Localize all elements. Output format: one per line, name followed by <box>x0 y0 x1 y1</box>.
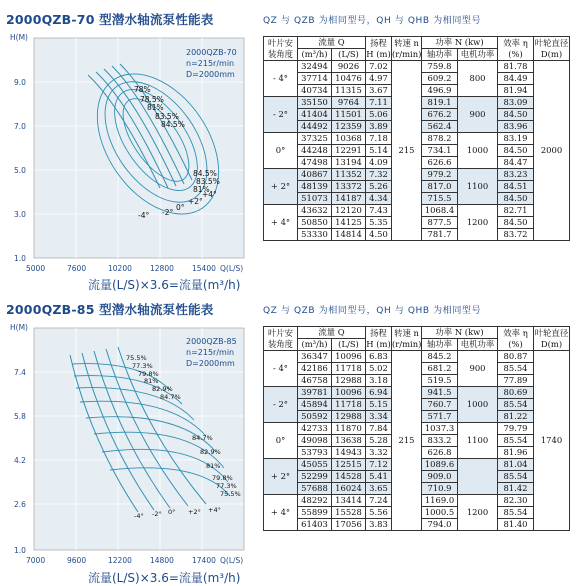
flow-m3h-cell: 35150 <box>298 97 332 109</box>
header-eff: 效率 η (%) <box>498 37 534 61</box>
pump2-title: 2000QZB-85 型潜水轴流泵性能表 <box>6 302 214 317</box>
x-tick: 7600 <box>67 264 87 273</box>
efficiency-cell: 84.50 <box>498 145 534 157</box>
angle-label: +4° <box>208 506 221 514</box>
x-tick: 7000 <box>26 556 46 565</box>
flow-m3h-cell: 32494 <box>298 61 332 73</box>
angle-label: -2° <box>152 510 162 518</box>
header-shaft-power: 轴功率 <box>422 49 458 61</box>
table-row <box>264 351 570 363</box>
shaft-power-cell: 794.0 <box>422 519 458 531</box>
head-cell: 5.06 <box>366 109 392 121</box>
flow-ls-cell: 14125 <box>332 217 366 229</box>
header-speed: 转速 n (r/min) <box>392 327 422 349</box>
eff-label-top: 84.7% <box>160 393 181 401</box>
eff-label-top: 78.5% <box>140 95 164 104</box>
eff-label-top: 77.3% <box>132 362 153 370</box>
angle-cell: + 2° <box>264 459 298 495</box>
table-row <box>264 61 570 73</box>
flow-m3h-cell: 36347 <box>298 351 332 363</box>
header-head: 扬程 H (m) <box>366 327 391 349</box>
efficiency-cell: 81.22 <box>498 411 534 423</box>
motor-power-cell: 1200 <box>458 205 498 241</box>
shaft-power-cell: 681.2 <box>422 363 458 375</box>
flow-ls-cell: 14814 <box>332 229 366 241</box>
efficiency-cell: 85.54 <box>498 471 534 483</box>
header-eff: 效率 η (%) <box>498 327 534 351</box>
efficiency-cell: 81.04 <box>498 459 534 471</box>
shaft-power-cell: 909.0 <box>422 471 458 483</box>
motor-power-cell <box>458 459 498 495</box>
head-cell: 7.43 <box>366 205 392 217</box>
head-cell: 5.14 <box>366 145 392 157</box>
x-axis-label: Q(L/S) <box>220 556 244 565</box>
flow-m3h-cell: 42186 <box>298 363 332 375</box>
flow-ls-cell: 12515 <box>332 459 366 471</box>
shaft-power-cell: 571.7 <box>422 411 458 423</box>
efficiency-cell: 79.79 <box>498 423 534 435</box>
flow-m3h-cell: 50850 <box>298 217 332 229</box>
head-cell: 5.26 <box>366 181 392 193</box>
shaft-power-cell: 519.5 <box>422 375 458 387</box>
efficiency-cell: 83.09 <box>498 97 534 109</box>
angle-label: -4° <box>138 211 150 220</box>
x-tick: 12800 <box>150 264 174 273</box>
flow-m3h-cell: 51073 <box>298 193 332 205</box>
legend-speed: n=215r/min <box>186 348 235 357</box>
pump2-table <box>263 326 570 531</box>
angle-cell: - 4° <box>264 351 298 387</box>
header-ls: (L/S) <box>332 339 366 351</box>
legend-speed: n=215r/min <box>186 59 235 68</box>
pump2-note: QZ 与 QZB 为相同型号，QH 与 QHB 为相同型号 <box>263 306 482 316</box>
head-cell: 4.50 <box>366 229 392 241</box>
flow-ls-cell: 17056 <box>332 519 366 531</box>
x-tick: 9600 <box>67 556 87 565</box>
shaft-power-cell: 609.2 <box>422 73 458 85</box>
efficiency-cell: 83.72 <box>498 229 534 241</box>
flow-m3h-cell: 46758 <box>298 375 332 387</box>
head-cell: 3.83 <box>366 519 392 531</box>
flow-ls-cell: 10096 <box>332 351 366 363</box>
flow-m3h-cell: 43632 <box>298 205 332 217</box>
shaft-power-cell: 845.2 <box>422 351 458 363</box>
efficiency-cell: 84.50 <box>498 109 534 121</box>
x-tick: 12200 <box>108 556 132 565</box>
motor-power-cell: 900 <box>458 351 498 387</box>
head-cell: 5.28 <box>366 435 392 447</box>
header-motor-power: 电机功率 <box>458 339 498 351</box>
flow-m3h-cell: 50592 <box>298 411 332 423</box>
efficiency-cell: 84.50 <box>498 217 534 229</box>
flow-ls-cell: 9026 <box>332 61 366 73</box>
eff-label-right: 84.5% <box>193 169 217 178</box>
eff-label-top: 83.5% <box>155 112 179 121</box>
eff-label-top: 81% <box>147 103 164 112</box>
efficiency-cell: 81.96 <box>498 447 534 459</box>
flow-m3h-cell: 41404 <box>298 109 332 121</box>
speed-cell: 215 <box>392 351 422 531</box>
pump1-chart-svg <box>10 30 254 275</box>
flow-m3h-cell: 40867 <box>298 169 332 181</box>
angle-cell: 0° <box>264 423 298 459</box>
shaft-power-cell: 760.7 <box>422 399 458 411</box>
pump2-flow-formula: 流量(L/S)×3.6=流量(m³/h) <box>88 571 241 585</box>
y-tick: 9.0 <box>14 78 26 87</box>
head-cell: 7.11 <box>366 97 392 109</box>
shaft-power-cell: 1037.3 <box>422 423 458 435</box>
y-tick: 5.8 <box>14 412 26 421</box>
header-head: 扬程 H (m) <box>366 37 391 59</box>
y-axis-label: H(M) <box>10 323 28 332</box>
flow-m3h-cell: 49098 <box>298 435 332 447</box>
shaft-power-cell: 817.0 <box>422 181 458 193</box>
flow-m3h-cell: 53793 <box>298 447 332 459</box>
shaft-power-cell: 1169.0 <box>422 495 458 507</box>
header-m3h: (m³/h) <box>298 339 332 351</box>
flow-ls-cell: 15528 <box>332 507 366 519</box>
angle-label: +2° <box>188 508 201 516</box>
head-cell: 7.84 <box>366 423 392 435</box>
flow-m3h-cell: 37714 <box>298 73 332 85</box>
flow-ls-cell: 12359 <box>332 121 366 133</box>
head-cell: 7.24 <box>366 495 392 507</box>
header-speed: 转速 n (r/min) <box>392 37 422 59</box>
shaft-power-cell: 1089.6 <box>422 459 458 471</box>
pump1-flow-formula: 流量(L/S)×3.6=流量(m³/h) <box>88 278 241 292</box>
shaft-power-cell: 626.6 <box>422 157 458 169</box>
motor-power-cell: 1100 <box>458 169 498 205</box>
eff-label-top: 84.5% <box>161 120 185 129</box>
head-cell: 7.02 <box>366 61 392 73</box>
head-cell: 3.34 <box>366 411 392 423</box>
y-tick: 4.2 <box>14 456 26 465</box>
head-cell: 6.83 <box>366 351 392 363</box>
y-tick: 2.6 <box>14 500 26 509</box>
angle-label: -2° <box>162 208 174 217</box>
efficiency-cell: 81.40 <box>498 519 534 531</box>
efficiency-cell: 85.54 <box>498 435 534 447</box>
angle-label: 0° <box>176 203 185 212</box>
eff-label-right: 84.7% <box>192 434 213 442</box>
shaft-power-cell: 941.5 <box>422 387 458 399</box>
x-tick: 5000 <box>26 264 46 273</box>
diameter-cell: 1740 <box>534 351 570 531</box>
y-tick: 7.4 <box>14 368 26 377</box>
flow-ls-cell: 12988 <box>332 375 366 387</box>
flow-ls-cell: 14943 <box>332 447 366 459</box>
header-ls: (L/S) <box>332 49 366 61</box>
flow-ls-cell: 9764 <box>332 97 366 109</box>
shaft-power-cell: 979.2 <box>422 169 458 181</box>
shaft-power-cell: 781.7 <box>422 229 458 241</box>
head-cell: 4.97 <box>366 73 392 85</box>
shaft-power-cell: 1000.5 <box>422 507 458 519</box>
angle-label: +2° <box>188 197 203 206</box>
shaft-power-cell: 878.2 <box>422 133 458 145</box>
flow-ls-cell: 11315 <box>332 85 366 97</box>
eff-label-right: 81% <box>206 462 221 470</box>
pump2-chart-svg <box>10 320 254 568</box>
x-tick: 17400 <box>192 556 216 565</box>
pump1-title: 2000QZB-70 型潜水轴流泵性能表 <box>6 12 214 27</box>
head-cell: 7.32 <box>366 169 392 181</box>
angle-label: +4° <box>202 190 217 199</box>
header-m3h: (m³/h) <box>298 49 332 61</box>
head-cell: 4.09 <box>366 157 392 169</box>
shaft-power-cell: 833.2 <box>422 435 458 447</box>
head-cell: 4.34 <box>366 193 392 205</box>
x-tick: 14800 <box>150 556 174 565</box>
efficiency-cell: 83.19 <box>498 133 534 145</box>
flow-m3h-cell: 57688 <box>298 483 332 495</box>
efficiency-cell: 82.30 <box>498 495 534 507</box>
flow-m3h-cell: 44492 <box>298 121 332 133</box>
efficiency-cell: 81.78 <box>498 61 534 73</box>
y-tick: 1.0 <box>14 546 26 555</box>
flow-ls-cell: 14528 <box>332 471 366 483</box>
flow-ls-cell: 13414 <box>332 495 366 507</box>
angle-cell: + 2° <box>264 169 298 205</box>
angle-cell: - 2° <box>264 97 298 133</box>
flow-ls-cell: 12291 <box>332 145 366 157</box>
eff-label-right: 79.8% <box>212 474 233 482</box>
speed-cell: 215 <box>392 61 422 241</box>
flow-m3h-cell: 45055 <box>298 459 332 471</box>
efficiency-cell: 81.94 <box>498 85 534 97</box>
efficiency-cell: 85.54 <box>498 363 534 375</box>
eff-label-right: 83.5% <box>196 177 220 186</box>
legend-diameter: D=2000mm <box>186 359 235 368</box>
shaft-power-cell: 759.8 <box>422 61 458 73</box>
flow-m3h-cell: 42733 <box>298 423 332 435</box>
flow-ls-cell: 13372 <box>332 181 366 193</box>
head-cell: 5.35 <box>366 217 392 229</box>
flow-ls-cell: 12120 <box>332 205 366 217</box>
flow-ls-cell: 13194 <box>332 157 366 169</box>
head-cell: 6.94 <box>366 387 392 399</box>
shaft-power-cell: 710.9 <box>422 483 458 495</box>
flow-m3h-cell: 61403 <box>298 519 332 531</box>
motor-power-cell: 1100 <box>458 423 498 459</box>
flow-m3h-cell: 37325 <box>298 133 332 145</box>
shaft-power-cell: 1068.4 <box>422 205 458 217</box>
eff-label-top: 78% <box>134 85 151 94</box>
angle-cell: - 2° <box>264 387 298 423</box>
efficiency-cell: 84.47 <box>498 157 534 169</box>
flow-m3h-cell: 48139 <box>298 181 332 193</box>
flow-ls-cell: 10368 <box>332 133 366 145</box>
shaft-power-cell: 819.1 <box>422 97 458 109</box>
head-cell: 3.18 <box>366 375 392 387</box>
head-cell: 3.32 <box>366 447 392 459</box>
header-power: 功率 N (kw) <box>422 327 498 339</box>
flow-m3h-cell: 39781 <box>298 387 332 399</box>
header-angle: 叶片安装角度 <box>264 327 298 351</box>
flow-ls-cell: 13638 <box>332 435 366 447</box>
flow-m3h-cell: 45894 <box>298 399 332 411</box>
flow-ls-cell: 11718 <box>332 399 366 411</box>
motor-power-cell: 1000 <box>458 387 498 423</box>
diameter-cell: 2000 <box>534 61 570 241</box>
eff-label-top: 79.8% <box>138 370 159 378</box>
shaft-power-cell: 676.2 <box>422 109 458 121</box>
head-cell: 3.89 <box>366 121 392 133</box>
angle-cell: 0° <box>264 133 298 169</box>
eff-label-right: 77.3% <box>216 482 237 490</box>
motor-power-cell: 800 <box>458 61 498 97</box>
y-tick: 5.0 <box>14 166 26 175</box>
eff-label-right: 81% <box>193 185 210 194</box>
efficiency-cell: 85.54 <box>498 507 534 519</box>
shaft-power-cell: 734.1 <box>422 145 458 157</box>
pump2-chart <box>10 320 254 568</box>
efficiency-cell: 80.87 <box>498 351 534 363</box>
header-dia: 叶轮直径 D(m) <box>534 37 569 59</box>
angle-cell: + 4° <box>264 205 298 241</box>
angle-label: -4° <box>134 512 144 520</box>
flow-m3h-cell: 47498 <box>298 157 332 169</box>
flow-ls-cell: 12988 <box>332 411 366 423</box>
head-cell: 5.02 <box>366 363 392 375</box>
motor-power-cell: 900 <box>458 97 498 133</box>
efficiency-cell: 82.71 <box>498 205 534 217</box>
flow-m3h-cell: 53330 <box>298 229 332 241</box>
legend-diameter: D=2000mm <box>186 70 235 79</box>
head-cell: 5.41 <box>366 471 392 483</box>
efficiency-cell: 81.42 <box>498 483 534 495</box>
head-cell: 5.15 <box>366 399 392 411</box>
x-tick: 15400 <box>192 264 216 273</box>
x-axis-label: Q(L/S) <box>220 264 244 273</box>
head-cell: 7.18 <box>366 133 392 145</box>
header-flow: 流量 Q <box>298 327 366 339</box>
flow-ls-cell: 14187 <box>332 193 366 205</box>
eff-label-right: 75.5% <box>220 490 241 498</box>
angle-cell: - 4° <box>264 61 298 97</box>
shaft-power-cell: 626.8 <box>422 447 458 459</box>
y-tick: 1.0 <box>14 254 26 263</box>
shaft-power-cell: 496.9 <box>422 85 458 97</box>
eff-label-top: 75.5% <box>126 354 147 362</box>
angle-label: 0° <box>168 508 176 516</box>
eff-label-top: 81% <box>144 377 159 385</box>
header-shaft-power: 轴功率 <box>422 339 458 351</box>
x-tick: 10200 <box>108 264 132 273</box>
flow-ls-cell: 11352 <box>332 169 366 181</box>
y-tick: 7.0 <box>14 122 26 131</box>
pump1-table <box>263 36 570 241</box>
flow-ls-cell: 10476 <box>332 73 366 85</box>
header-angle: 叶片安装角度 <box>264 37 298 61</box>
flow-ls-cell: 11718 <box>332 363 366 375</box>
header-dia: 叶轮直径 D(m) <box>534 327 569 349</box>
shaft-power-cell: 562.4 <box>422 121 458 133</box>
efficiency-cell: 77.89 <box>498 375 534 387</box>
flow-ls-cell: 11501 <box>332 109 366 121</box>
head-cell: 7.12 <box>366 459 392 471</box>
efficiency-cell: 83.96 <box>498 121 534 133</box>
pump1-chart <box>10 30 254 275</box>
efficiency-cell: 83.23 <box>498 169 534 181</box>
flow-m3h-cell: 40734 <box>298 85 332 97</box>
eff-label-right: 82.9% <box>200 448 221 456</box>
efficiency-cell: 80.69 <box>498 387 534 399</box>
pump1-note: QZ 与 QZB 为相同型号，QH 与 QHB 为相同型号 <box>263 16 482 26</box>
motor-power-cell: 1000 <box>458 133 498 169</box>
shaft-power-cell: 877.5 <box>422 217 458 229</box>
flow-ls-cell: 11870 <box>332 423 366 435</box>
flow-ls-cell: 10096 <box>332 387 366 399</box>
efficiency-cell: 84.50 <box>498 193 534 205</box>
efficiency-cell: 84.51 <box>498 181 534 193</box>
head-cell: 3.65 <box>366 483 392 495</box>
legend-model: 2000QZB-85 <box>186 337 237 346</box>
y-tick: 3.0 <box>14 210 26 219</box>
motor-power-cell: 1200 <box>458 495 498 531</box>
flow-ls-cell: 16024 <box>332 483 366 495</box>
y-axis-label: H(M) <box>10 33 28 42</box>
flow-m3h-cell: 44248 <box>298 145 332 157</box>
flow-m3h-cell: 55899 <box>298 507 332 519</box>
header-power: 功率 N (kw) <box>422 37 498 49</box>
flow-m3h-cell: 48292 <box>298 495 332 507</box>
eff-label-top: 82.9% <box>152 385 173 393</box>
legend-model: 2000QZB-70 <box>186 48 237 57</box>
shaft-power-cell: 715.5 <box>422 193 458 205</box>
head-cell: 3.67 <box>366 85 392 97</box>
flow-m3h-cell: 52299 <box>298 471 332 483</box>
header-motor-power: 电机功率 <box>458 49 498 61</box>
efficiency-cell: 84.49 <box>498 73 534 85</box>
head-cell: 5.56 <box>366 507 392 519</box>
header-flow: 流量 Q <box>298 37 366 49</box>
efficiency-cell: 85.54 <box>498 399 534 411</box>
angle-cell: + 4° <box>264 495 298 531</box>
